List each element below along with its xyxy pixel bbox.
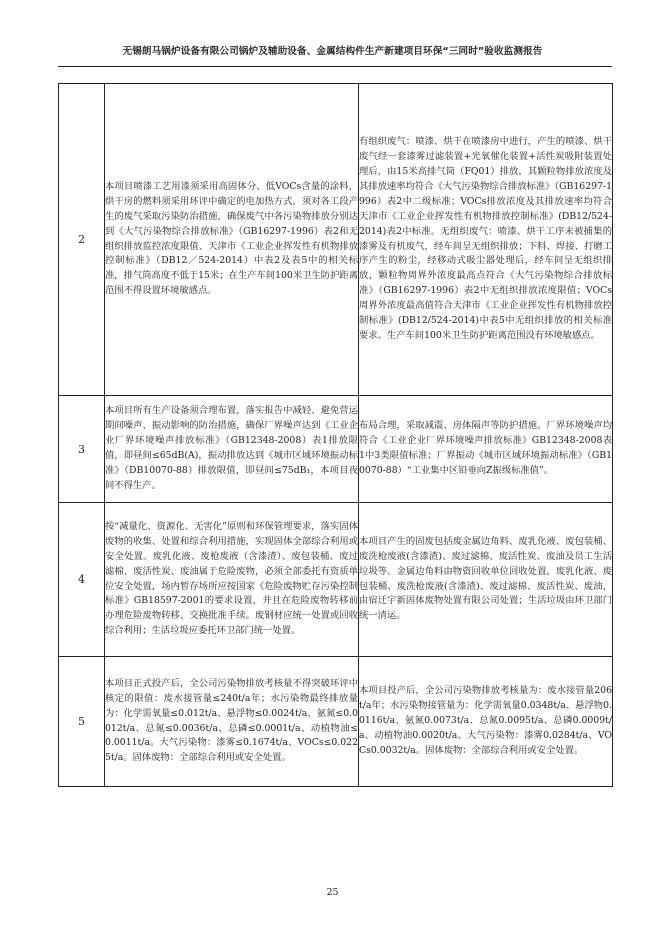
header-divider — [58, 66, 612, 67]
requirement-cell — [105, 84, 359, 396]
table-row — [59, 396, 613, 503]
requirement-cell — [105, 657, 359, 787]
table-row — [59, 657, 613, 787]
row-number: 2 — [59, 84, 105, 396]
acceptance-table — [58, 83, 613, 787]
implementation-cell — [359, 657, 613, 787]
row-number: 4 — [59, 503, 105, 657]
page-number: 25 — [326, 887, 339, 898]
row-number: 3 — [59, 396, 105, 503]
requirement-text: 按“减量化、资源化、无害化”原则和环保管理要求，落实固体废物的收集、处置和综合利用措施，实现固体全部综合利用或安全处置。废乳化液、废枪废液（含漆渣）、废包装桶、废过滤棉、废活性炭、废油属于危险废物，必须全部委托有资质单位安全处置，场内暂存场所应按国家《危险废物贮存污染控制标准》GB18597-2001的要求设置，并且在危险废物转移前办理危险废物转移、交换批准手续。废钢材应统一处置或回收综合利用；生活垃圾应委托环卫部门统一处置。 — [105, 520, 358, 637]
implementation-text: 本项目投产后，全公司污染物排放考核量为：废水接管量206t/a年；水污染物接管量为：化学需氧量0.0348t/a、悬浮物0.0116t/a、氨氮0.0073t/a、总氮0.0095t/a、总磷0.0009t/a、动植物油0.0020t/a。大气污染物：漆雾0.0284t/a、VOCs0.0032t/a。固体废物：全部综合利用或安全处置。 — [359, 685, 612, 756]
page-header-title: 无锡朗马锅炉设备有限公司锅炉及辅助设备、金属结构件生产新建项目环保“三同时”验收监测报告 — [122, 46, 543, 57]
table-row — [59, 84, 613, 396]
requirement-text: 本项目喷漆工艺用漆须采用高固体分、低VOCs含量的涂料，烘干房的燃料须采用环评中确定的电加热方式，须对各工段产生的废气采取污染防治措施，确保废气中各污染物排放分别达到《大气污染物综合排放标准》（GB16297-1996）表2和无组织排放监控浓度限值、天津市《工业企业挥发性有机物排放控制标准》（DB12／524-2014）中表2及表5中的相关标准，排气筒高度不低于15米；在生产车间100米卫生防护距离范围不得设置环境敏感点。 — [105, 180, 358, 297]
requirement-text: 本项目所有生产设备须合理布置，落实报告中减轻、避免营运期间噪声、振动影响的防治措施，确保厂界噪声达到《工业企业厂界环境噪声排放标准》（GB12348-2008）表1排放限值，即昼间≤65dB(A)，振动排放达到《城市区域环境振动标准》（DB10070-88）排放限值，即昼间≤75dB₁，本项目夜间不得生产。 — [105, 405, 358, 491]
implementation-text: 本项目产生的固废包括废金属边角料、废乳化液、废包装桶、废洗枪废液(含漆渣)、废过滤棉、废活性炭、废油及员工生活垃圾等。金属边角料由物资回收单位回收处置，废乳化液、废包装桶、废洗枪废液(含漆渣)、废过滤棉、废活性炭、废油，由宿迁宇新固体废物处置有限公司处置；生活垃圾由环卫部门统一清运。 — [359, 535, 612, 622]
implementation-cell — [359, 84, 613, 396]
table-row — [59, 503, 613, 657]
implementation-text: 有组织废气：喷漆、烘干在喷漆房中进行，产生的喷漆、烘干废气经一套漆雾过滤装置+光氧催化装置+活性炭吸附装置处理后，由15米高排气筒（FQ01）排放，其颗粒物排放浓度及其排放速率均符合《大气污染物综合排放标准》（GB16297-1996）表2中二级标准；VOCs排放浓度及其排放速率均符合天津市《工业企业挥发性有机物排放控制标准》(DB12/524-2014)表2中标准。无组织废气：喷漆、烘干工序未被捕集的漆雾及有机废气，经车间呈无组织排放；下料、焊接、打磨工序产生的粉尘，经移动式吸尘器处理后，经车间呈无组织排放，颗粒物周界外浓度最高点符合《大气污染物综合排放标准》（GB16297-1996）表2中无组织排放浓度限值；VOCs周界外浓度最高值符合天津市《工业企业挥发性有机物排放控制标准》(DB12/524-2014)中表5中无组织排放的相关标准要求。生产车间100米卫生防护距离范围没有环境敏感点。 — [359, 136, 612, 341]
requirement-cell — [105, 396, 359, 503]
row-number: 5 — [59, 657, 105, 787]
implementation-text: 布局合理，采取减震、房体隔声等防护措施。厂界环境噪声均符合《工业企业厂界环境噪声排放标准》GB12348-2008表1中3类限值标准；厂界振动《城市区域环境振动标准》（GB10070-88）“工业集中区铅垂向Z振级标准值”。 — [359, 420, 612, 476]
implementation-cell — [359, 396, 613, 503]
requirement-cell — [105, 503, 359, 657]
requirement-text: 本项目正式投产后，全公司污染物排放考核量不得突破环评中核定的限值：废水接管量≤240t/a年；水污染物最终排放量为：化学需氧量≤0.012t/a、悬浮物≤0.0024t/a、氨氮≤0.0012t/a、总氮≤0.0036t/a、总磷≤0.0001t/a、动植物油≤0.0011t/a。大气污染物：漆雾≤0.1674t/a、VOCs≤0.0225t/a。固体废物：全部综合利用或安全处置。 — [105, 677, 358, 764]
implementation-cell — [359, 503, 613, 657]
